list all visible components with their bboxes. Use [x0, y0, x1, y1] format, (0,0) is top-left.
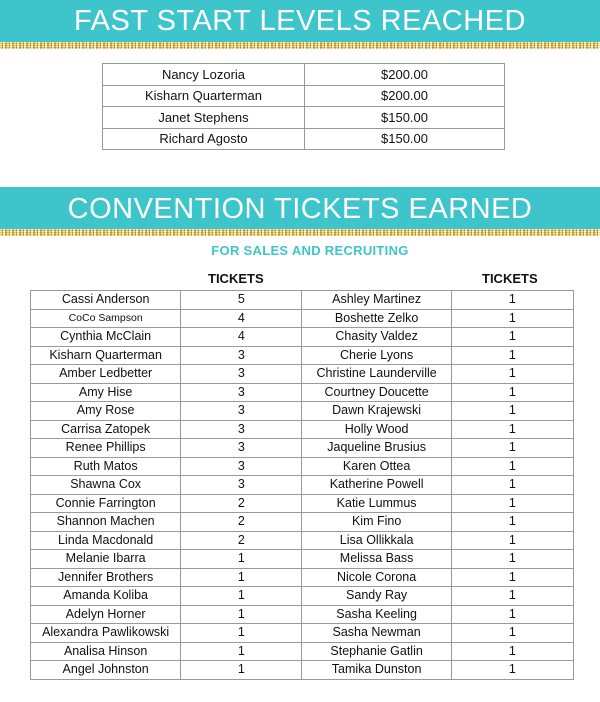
left-tickets: 3 — [181, 346, 302, 365]
right-name: Katie Lummus — [302, 494, 451, 513]
right-name: Sandy Ray — [302, 587, 451, 606]
left-name: CoCo Sampson — [31, 309, 181, 328]
left-tickets: 1 — [181, 642, 302, 661]
left-name: Linda Macdonald — [31, 531, 181, 550]
table-row — [31, 587, 574, 606]
table-row — [103, 85, 505, 107]
fast-start-name: Nancy Lozoria — [103, 64, 305, 86]
left-name: Connie Farrington — [31, 494, 181, 513]
table-row — [31, 661, 574, 680]
left-name: Cassi Anderson — [31, 291, 181, 310]
table-row — [31, 457, 574, 476]
fast-start-title: FAST START LEVELS REACHED — [74, 5, 526, 37]
right-name: Holly Wood — [302, 420, 451, 439]
right-name: Christine Launderville — [302, 365, 451, 384]
fast-start-amount: $200.00 — [305, 85, 505, 107]
gold-glitter-divider — [0, 42, 600, 49]
table-row — [31, 568, 574, 587]
left-tickets: 1 — [181, 661, 302, 680]
table-row — [103, 128, 505, 150]
right-name: Courtney Doucette — [302, 383, 451, 402]
table-row — [31, 365, 574, 384]
table-row — [31, 420, 574, 439]
tickets-header-right: TICKETS — [482, 271, 538, 286]
table-row — [31, 402, 574, 421]
right-name: Stephanie Gatlin — [302, 642, 451, 661]
left-tickets: 1 — [181, 550, 302, 569]
right-name: Ashley Martinez — [302, 291, 451, 310]
table-row — [103, 107, 505, 129]
right-tickets: 1 — [451, 550, 573, 569]
table-row — [31, 550, 574, 569]
right-tickets: 1 — [451, 309, 573, 328]
right-tickets: 1 — [451, 568, 573, 587]
left-name: Amy Rose — [31, 402, 181, 421]
fast-start-name: Janet Stephens — [103, 107, 305, 129]
right-tickets: 1 — [451, 661, 573, 680]
right-tickets: 1 — [451, 494, 573, 513]
right-name: Chasity Valdez — [302, 328, 451, 347]
left-name: Amy Hise — [31, 383, 181, 402]
left-name: Carrisa Zatopek — [31, 420, 181, 439]
fast-start-amount: $150.00 — [305, 107, 505, 129]
left-name: Melanie Ibarra — [31, 550, 181, 569]
left-name: Jennifer Brothers — [31, 568, 181, 587]
left-name: Angel Johnston — [31, 661, 181, 680]
right-tickets: 1 — [451, 513, 573, 532]
right-name: Sasha Newman — [302, 624, 451, 643]
right-name: Kim Fino — [302, 513, 451, 532]
right-tickets: 1 — [451, 476, 573, 495]
right-name: Dawn Krajewski — [302, 402, 451, 421]
right-tickets: 1 — [451, 402, 573, 421]
right-tickets: 1 — [451, 328, 573, 347]
left-tickets: 1 — [181, 568, 302, 587]
left-name: Alexandra Pawlikowski — [31, 624, 181, 643]
table-row — [31, 383, 574, 402]
convention-tickets-table — [30, 290, 574, 680]
left-name: Renee Phillips — [31, 439, 181, 458]
right-tickets: 1 — [451, 457, 573, 476]
left-tickets: 3 — [181, 457, 302, 476]
right-tickets: 1 — [451, 531, 573, 550]
left-name: Shannon Machen — [31, 513, 181, 532]
table-row — [31, 346, 574, 365]
left-tickets: 3 — [181, 402, 302, 421]
fast-start-amount: $150.00 — [305, 128, 505, 150]
fast-start-banner — [0, 0, 600, 42]
right-name: Cherie Lyons — [302, 346, 451, 365]
left-name: Shawna Cox — [31, 476, 181, 495]
left-name: Ruth Matos — [31, 457, 181, 476]
convention-title: CONVENTION TICKETS EARNED — [67, 193, 533, 225]
left-tickets: 1 — [181, 605, 302, 624]
table-row — [103, 64, 505, 86]
right-tickets: 1 — [451, 605, 573, 624]
right-name: Karen Ottea — [302, 457, 451, 476]
left-tickets: 2 — [181, 531, 302, 550]
right-tickets: 1 — [451, 365, 573, 384]
left-name: Cynthia McClain — [31, 328, 181, 347]
table-row — [31, 328, 574, 347]
left-name: Analisa Hinson — [31, 642, 181, 661]
tickets-header-left: TICKETS — [208, 271, 264, 286]
right-name: Boshette Zelko — [302, 309, 451, 328]
table-row — [31, 439, 574, 458]
convention-subtitle: FOR SALES AND RECRUITING — [211, 243, 409, 258]
left-tickets: 2 — [181, 494, 302, 513]
left-tickets: 5 — [181, 291, 302, 310]
fast-start-name: Kisharn Quarterman — [103, 85, 305, 107]
left-tickets: 1 — [181, 587, 302, 606]
left-name: Kisharn Quarterman — [31, 346, 181, 365]
left-tickets: 1 — [181, 624, 302, 643]
convention-banner — [0, 187, 600, 229]
right-name: Katherine Powell — [302, 476, 451, 495]
left-name: Amanda Koliba — [31, 587, 181, 606]
right-name: Sasha Keeling — [302, 605, 451, 624]
right-tickets: 1 — [451, 624, 573, 643]
table-row — [31, 309, 574, 328]
right-tickets: 1 — [451, 420, 573, 439]
table-row — [31, 291, 574, 310]
table-row — [31, 494, 574, 513]
left-tickets: 4 — [181, 309, 302, 328]
fast-start-name: Richard Agosto — [103, 128, 305, 150]
fast-start-table — [102, 63, 505, 150]
left-name: Amber Ledbetter — [31, 365, 181, 384]
right-tickets: 1 — [451, 346, 573, 365]
right-tickets: 1 — [451, 383, 573, 402]
left-tickets: 3 — [181, 383, 302, 402]
table-row — [31, 476, 574, 495]
gold-glitter-divider — [0, 229, 600, 236]
left-tickets: 2 — [181, 513, 302, 532]
right-tickets: 1 — [451, 642, 573, 661]
right-name: Melissa Bass — [302, 550, 451, 569]
table-row — [31, 531, 574, 550]
table-row — [31, 642, 574, 661]
table-row — [31, 513, 574, 532]
table-row — [31, 605, 574, 624]
left-tickets: 3 — [181, 365, 302, 384]
left-tickets: 3 — [181, 476, 302, 495]
right-name: Nicole Corona — [302, 568, 451, 587]
right-name: Jaqueline Brusius — [302, 439, 451, 458]
right-name: Lisa Ollikkala — [302, 531, 451, 550]
left-name: Adelyn Horner — [31, 605, 181, 624]
table-row — [31, 624, 574, 643]
left-tickets: 3 — [181, 439, 302, 458]
right-tickets: 1 — [451, 439, 573, 458]
right-tickets: 1 — [451, 587, 573, 606]
left-tickets: 4 — [181, 328, 302, 347]
fast-start-amount: $200.00 — [305, 64, 505, 86]
right-tickets: 1 — [451, 291, 573, 310]
right-name: Tamika Dunston — [302, 661, 451, 680]
left-tickets: 3 — [181, 420, 302, 439]
